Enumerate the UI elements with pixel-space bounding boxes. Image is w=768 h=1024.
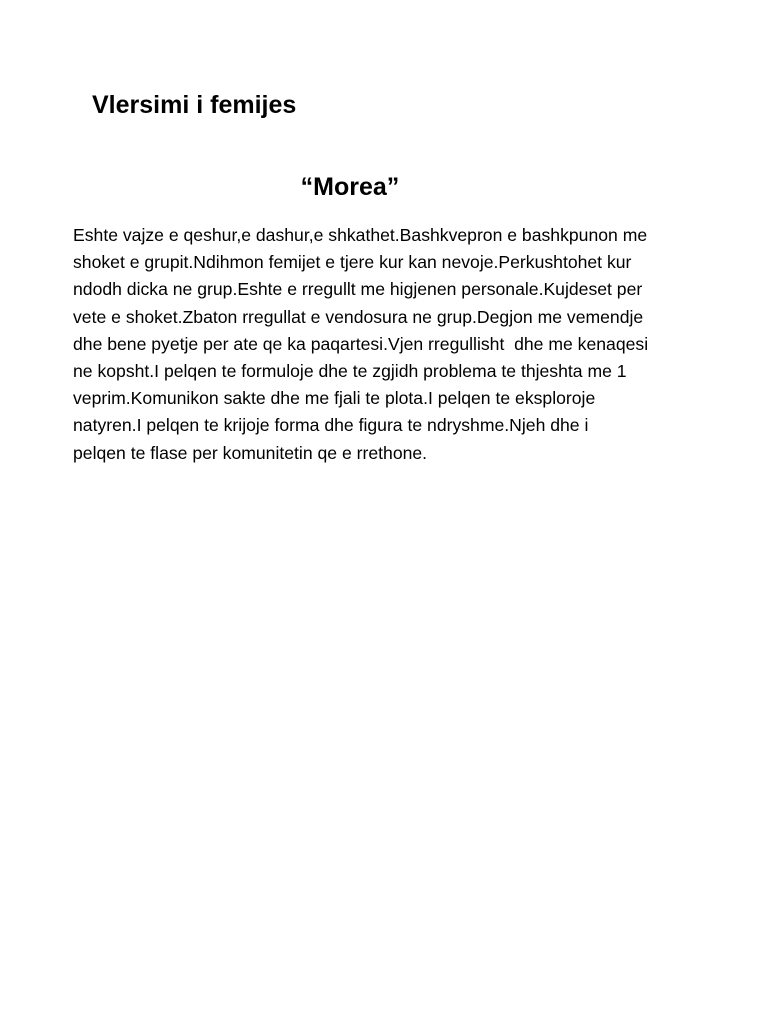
child-name-heading: “Morea” [300,173,400,201]
paragraph-line: vete e shoket.Zbaton rregullat e vendosura ne grup.Degjon me vemendje [73,306,644,327]
document-title: Vlersimi i femijes [92,91,297,119]
paragraph-line: pelqen te flase per komunitetin qe e rrethone. [73,442,428,463]
paragraph-line: ndodh dicka ne grup.Eshte e rregullt me higjenen personale.Kujdeset per [73,279,643,300]
paragraph-line: natyren.I pelqen te krijoje forma dhe figura te ndryshme.Njeh dhe i [73,415,589,436]
paragraph-line: shoket e grupit.Ndihmon femijet e tjere kur kan nevoje.Perkushtohet kur [73,252,632,273]
paragraph-line: ne kopsht.I pelqen te formuloje dhe te zgjidh problema te thjeshta me 1 [73,361,627,382]
assessment-paragraph [73,222,698,467]
paragraph-line: veprim.Komunikon sakte dhe me fjali te plota.I pelqen te eksploroje [73,388,596,409]
paragraph-line: dhe bene pyetje per ate qe ka paqartesi.Vjen rregullisht dhe me kenaqesi [73,333,649,354]
paragraph-line: Eshte vajze e qeshur,e dashur,e shkathet.Bashkvepron e bashkpunon me [73,225,648,245]
